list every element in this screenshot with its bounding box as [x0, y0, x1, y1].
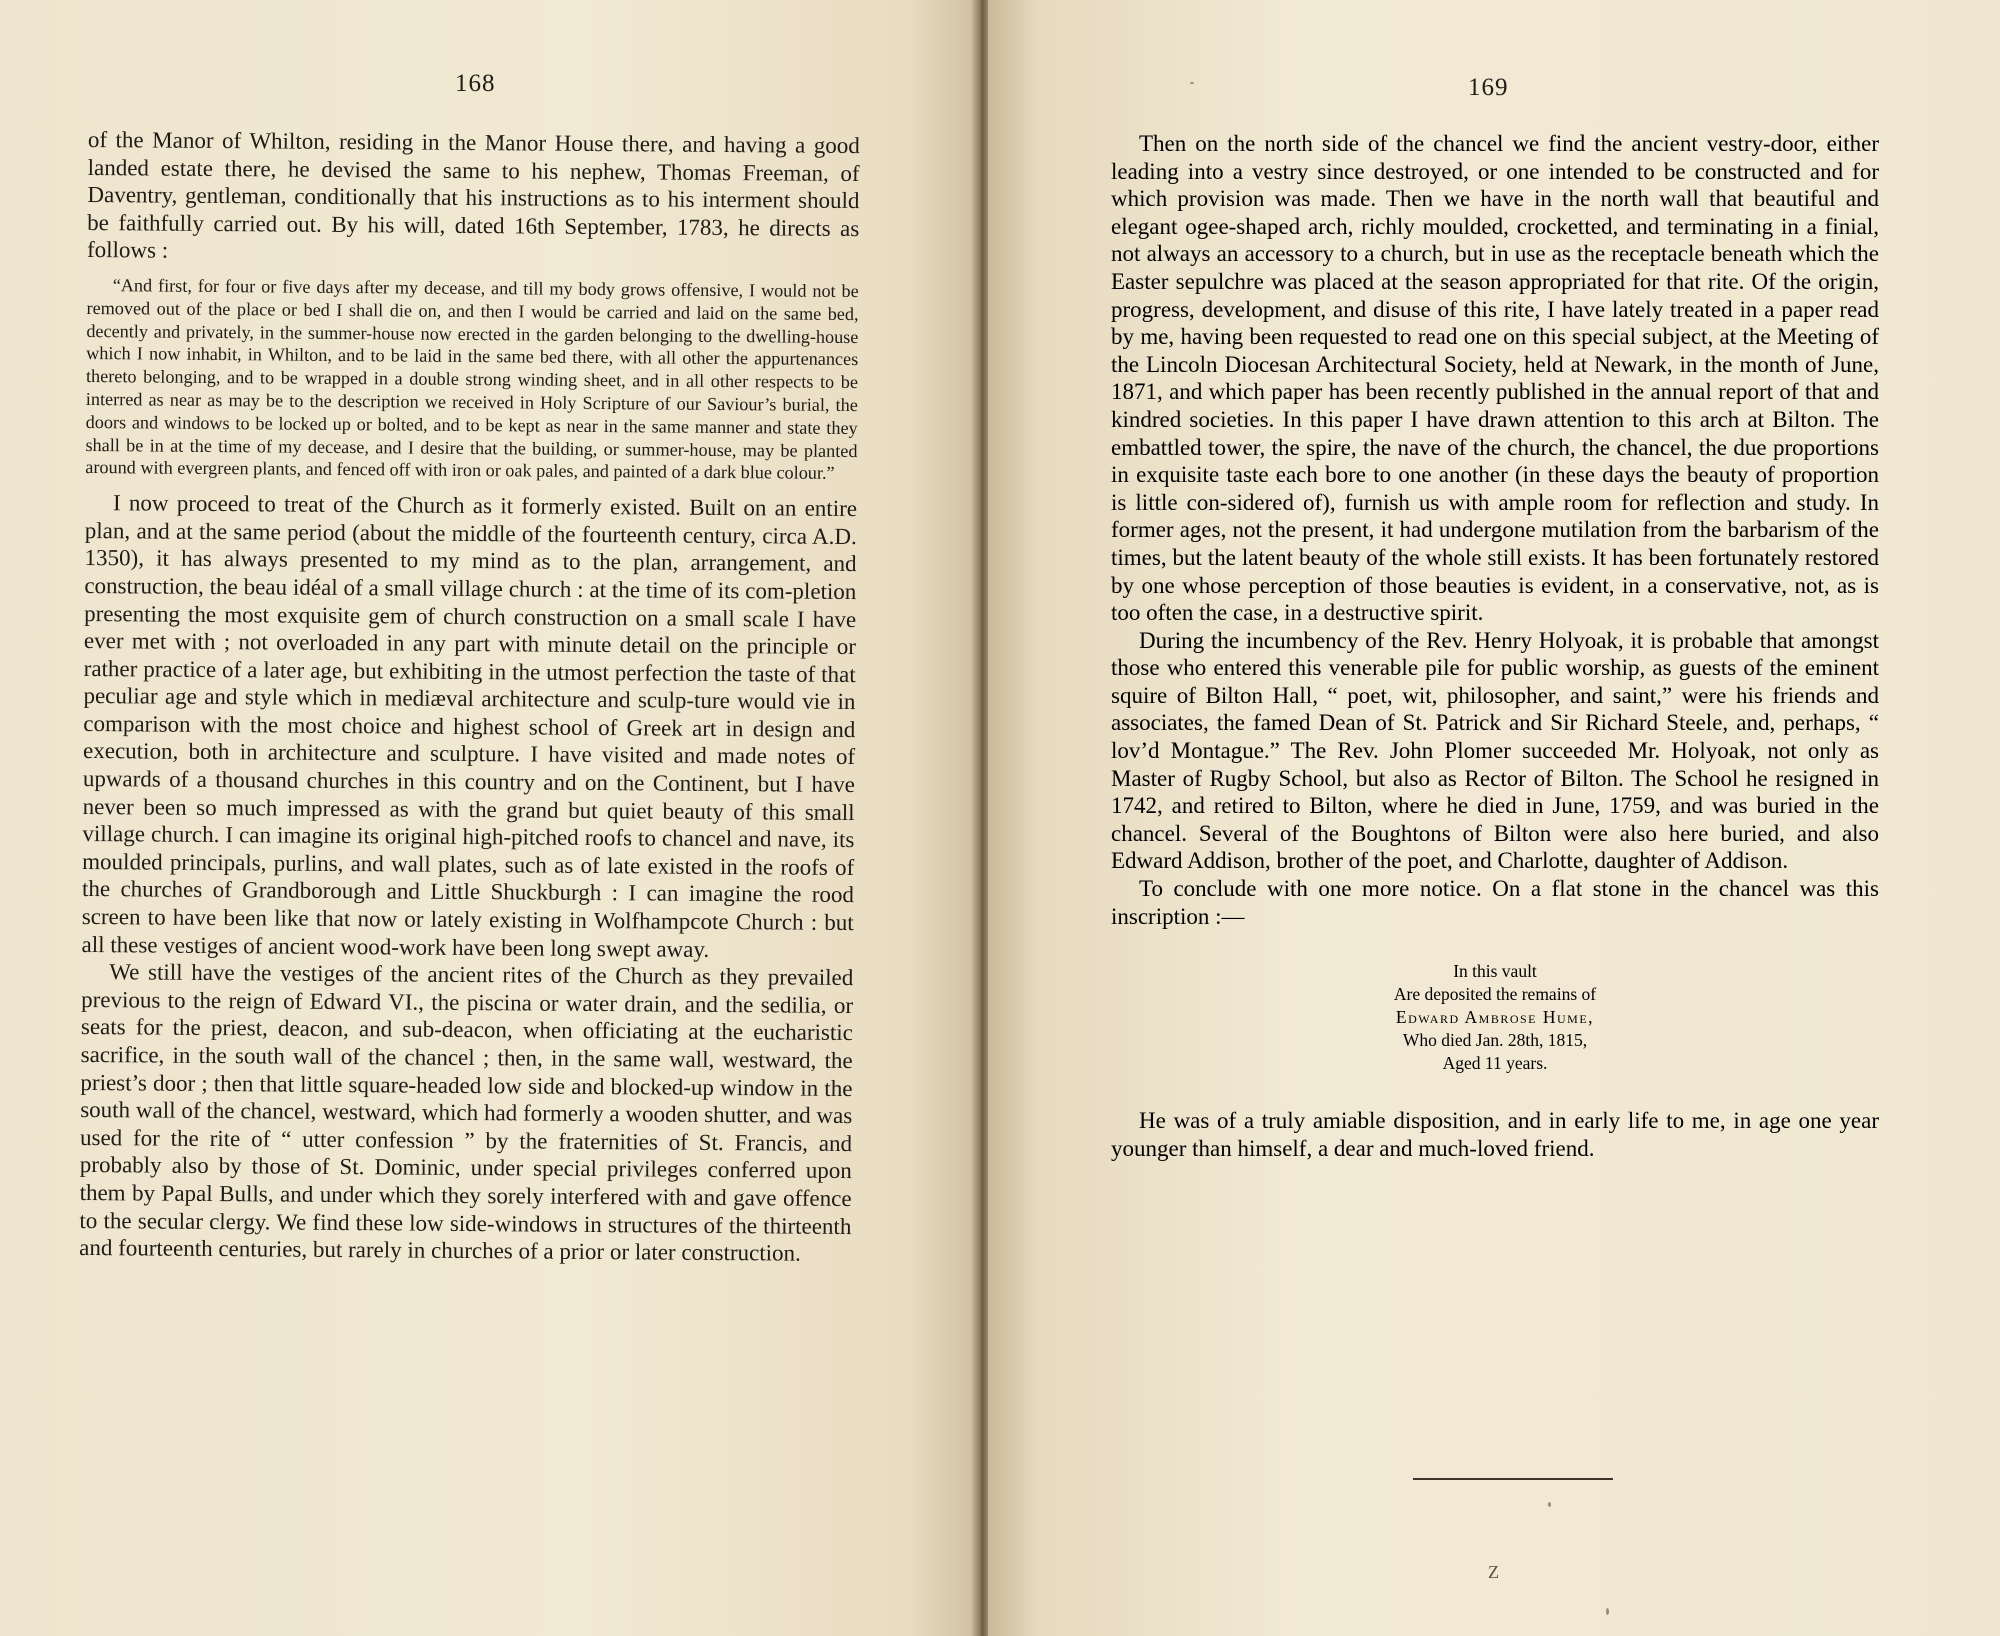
end-rule: [1413, 1478, 1613, 1480]
left-page-body: [79, 126, 860, 1268]
paper-speck: [1190, 82, 1194, 84]
paper-speck: [1606, 1608, 1609, 1615]
left-page: [0, 0, 978, 1636]
tomb-inscription: [1111, 960, 1879, 1075]
page-number-left: 168: [455, 70, 496, 97]
paper-speck: [1548, 1502, 1551, 1507]
inscription-line: Are deposited the remains of: [1393, 984, 1597, 1005]
inscription-line: Aged 11 years.: [1442, 1053, 1548, 1074]
signature-mark: Z: [1488, 1562, 1499, 1582]
paragraph: To conclude with one more notice. On a flat stone in the chancel was this inscription :—: [1111, 876, 1879, 929]
paragraph: Then on the north side of the chancel we find the ancient vestry-door, either leading into a vestry since destroyed, or one intended to be constructed and for which provision was made. Then we have in the north wall that beautiful and elegant ogee-shaped arch, richly moulded, crocketted, and terminating in a finial, not always an accessory to a church, but in use as the receptacle beneath which the Easter sepulchre was placed at the season appropriated for that rite. Of the origin, progress, development, and disuse of this rite, I have lately treated in a paper read by me, having been requested to read one on this special subject, at the Meeting of the Lincoln Diocesan Architectural Society, held at Newark, in the month of June, 1871, and which paper has been recently published in the annual report of that and kindred societies. In this paper I have drawn attention to this arch at Bilton. The embattled tower, the spire, the nave of the church, the chancel, the due proportions in exquisite taste each bore to one another (in these days the beauty of proportion is little con-sidered of), furnish us with ample room for reflection and study. In former ages, not the present, it had undergone mutilation from the barbarism of the times, but the latent beauty of the whole still exists. It has been fortunately restored by one whose perception of those beauties is evident, in a conservative, not, as is too often the case, in a destructive spirit.: [1111, 131, 1879, 626]
paragraph: During the incumbency of the Rev. Henry Holyoak, it is probable that amongst those who entered this venerable pile for public worship, as guests of the eminent squire of Bilton Hall, “ poet, wit, philosopher, and saint,” were his friends and associates, the famed Dean of St. Patrick and Sir Richard Steele, and, perhaps, “ lov’d Montague.” The Rev. John Plomer succeeded Mr. Holyoak, not only as Master of Rugby School, but also as Rector of Bilton. The School he resigned in 1742, and retired to Bilton, where he died in June, 1759, and was buried in the chancel. Several of the Boughtons of Bilton were also here buried, and also Edward Addison, brother of the poet, and Charlotte, daughter of Addison.: [1111, 627, 1879, 874]
will-quotation: “And first, for four or five days after my decease, and till my body grows offensive, I would not be removed out of the place or bed I shall die on, and then I would be carried and laid on the same bed, decently and privately, in the summer-house now erected in the garden belonging to the dwelling-house which I now inhabit, in Whilton, and to be laid in the same bed there, with all other the appurtenances thereto belonging, and to be wrapped in a double strong winding sheet, and in all other respects to be interred as near as may be to the description we received in Holy Scripture of our Saviour’s burial, the doors and windows to be locked up or bolted, and to be kept as near in the same manner and state they shall be in at the time of my decease, and I desire that the building, or summer-house, may be planted around with evergreen plants, and fenced off with iron or oak pales, and painted of a dark blue colour.”: [85, 275, 859, 484]
inscription-line: Edward Ambrose Hume,: [1395, 1007, 1595, 1028]
paragraph: of the Manor of Whilton, residing in the Manor House there, and having a good landed estate there, he devised the same to his nephew, Thomas Freeman, of Daventry, gentleman, conditionally that his instructions as to his interment should be faithfully carried out. By his will, dated 16th September, 1783, he directs as follows :: [86, 126, 860, 264]
inscription-line: Who died Jan. 28th, 1815,: [1402, 1030, 1588, 1051]
closing-paragraph: He was of a truly amiable disposition, and in early life to me, in age one year younger than himself, a dear and much-loved friend.: [1111, 1108, 1879, 1161]
inscription-line: In this vault: [1453, 961, 1537, 982]
paragraph: I now proceed to treat of the Church as it formerly existed. Built on an entire plan, and at the same period (about the middle of the fourteenth century, circa A.D. 1350), it has always presented to my mind as to the plan, arrangement, and construction, the beau idéal of a small village church : at the time of its com-pletion presenting the most exquisite gem of church construction on a small scale I have ever met with ; not overloaded in any part with minute detail on the principle or rather practice of a later age, but exhibiting in the utmost perfection the taste of that peculiar age and style which in mediæval architecture and sculp-ture would vie in comparison with the most choice and highest school of Greek art in design and execution, both in architecture and sculpture. I have visited and made notes of upwards of a thousand churches in this country and on the Continent, but I have never been so much impressed as with the grand but quiet beauty of this small village church. I can imagine its original high-pitched roofs to chancel and nave, its moulded principals, purlins, and wall plates, such as of late existed in the roofs of the churches of Grandborough and Little Shuckburgh : I can imagine the rood screen to have been like that now or lately existing in Wolfhampcote Church : but all these vestiges of ancient wood-work have been long swept away.: [81, 490, 858, 962]
right-page-body: [1111, 130, 1879, 1162]
paragraph: We still have the vestiges of the ancient rites of the Church as they prevailed previous to the reign of Edward VI., the piscina or water drain, and the sedilia, or seats for the priest, deacon, and sub-deacon, when officiating at the eucharistic sacrifice, in the south wall of the chancel ; then, in the same wall, westward, the priest’s door ; then that little square-headed low side and blocked-up window in the south wall of the chancel, westward, which had formerly a wooden shutter, and was used for the rite of “ utter confession ” by the fraternities of St. Francis, and probably also by those of St. Dominic, under special privileges conferred upon them by Papal Bulls, and under which they sorely interfered with and gave offence to the secular clergy. We find these low side-windows in structures of the thirteenth and fourteenth centuries, but rarely in churches of a prior or later construction.: [79, 959, 854, 1266]
page-number-right: 169: [1468, 74, 1509, 101]
